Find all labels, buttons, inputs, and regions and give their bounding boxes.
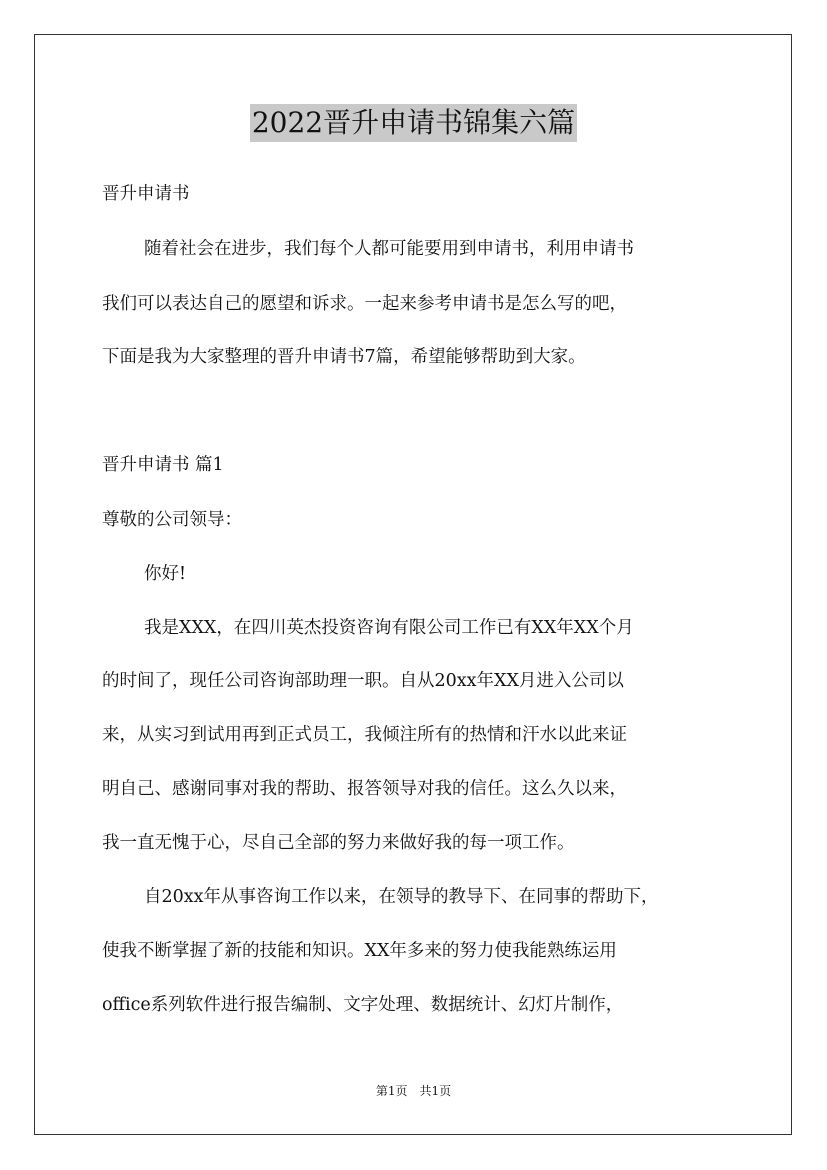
paragraph-line: office系列软件进行报告编制、文字处理、数据统计、幻灯片制作，: [102, 995, 624, 1015]
document-title: 2022晋升申请书锦集六篇: [250, 104, 577, 142]
paragraph-line: 随着社会在进步，我们每个人都可能要用到申请书，利用申请书: [144, 239, 634, 259]
paragraph-line: 使我不断掌握了新的技能和知识。XX年多来的努力使我能熟练运用: [102, 941, 617, 961]
paragraph-line: 明自己、感谢同事对我的帮助、报答领导对我的信任。这么久以来，: [102, 779, 627, 799]
section-heading: 晋升申请书: [102, 184, 190, 204]
salutation: 尊敬的公司领导：: [102, 510, 242, 530]
section-heading: 晋升申请书 篇1: [102, 455, 224, 475]
paragraph-line: 的时间了，现任公司咨询部助理一职。自从20xx年XX月进入公司以: [102, 671, 624, 691]
greeting: 你好!: [144, 564, 187, 584]
paragraph-line: 自20xx年从事咨询工作以来，在领导的教导下、在同事的帮助下，: [144, 887, 659, 907]
title-container: [0, 104, 827, 142]
paragraph-line: 我一直无愧于心，尽自己全部的努力来做好我的每一项工作。: [102, 833, 575, 853]
paragraph-line: 我们可以表达自己的愿望和诉求。一起来参考申请书是怎么写的吧，: [102, 294, 627, 314]
paragraph-line: 我是XXX，在四川英杰投资咨询有限公司工作已有XX年XX个月: [144, 618, 634, 638]
page-footer: 第1页 共1页: [375, 1084, 452, 1098]
paragraph-line: 下面是我为大家整理的晋升申请书7篇，希望能够帮助到大家。: [102, 347, 586, 367]
paragraph-line: 来，从实习到试用再到正式员工，我倾注所有的热情和汗水以此来证: [102, 725, 627, 745]
